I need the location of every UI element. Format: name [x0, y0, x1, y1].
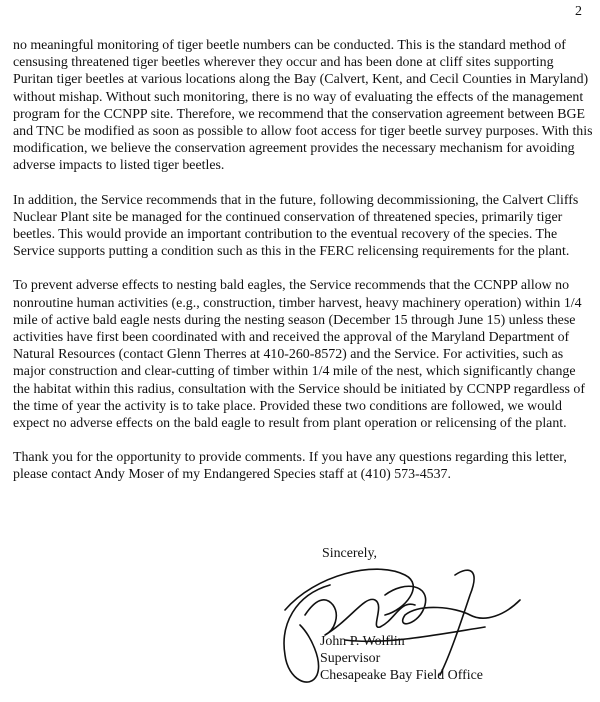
- signer-name: John P. Wolflin: [320, 634, 405, 649]
- paragraph-tiger-beetle-monitoring: no meaningful monitoring of tiger beetle numbers can be conducted. This is the standard method of censusing threatened tiger beetles wherever they occur and has been done at cliff sites supporting Puritan tiger beetles at various locations along the Bay (Calvert, Kent, and Cecil Counties in Maryland) without mishap. Without such monitoring, there is no way of evaluating the effects of the management program for the CCNPP site. Therefore, we recommend that the conservation agreement between BGE and TNC be modified as soon as possible to allow foot access for tiger beetle survey purposes. With this modification, we believe the conservation agreement provides the necessary mechanism for avoiding adverse impacts to listed tiger beetles.: [13, 38, 593, 174]
- paragraph-bald-eagles: To prevent adverse effects to nesting bald eagles, the Service recommends that the CCNPP allow no nonroutine human activities (e.g., construction, timber harvest, heavy machinery operation) within 1/4 mile of active bald eagle nests during the nesting season (December 15 through June 15) unless these activities have first been coordinated with and received the approval of the Maryland Department of Natural Resources (contact Glenn Therres at 410-260-8572) and the Service. For activities, such as major construction and clear-cutting of timber within 1/4 mile of the nest, which significantly change the habitat within this radius, consultation with the Service should be initiated by CCNPP regardless of the time of year the activity is to take place. Provided these two conditions are followed, we would expect no adverse effects on the bald eagle to result from plant operation or relicensing of the plant.: [13, 278, 586, 432]
- signer-block: [320, 633, 483, 685]
- paragraph-decommissioning: In addition, the Service recommends that in the future, following decommissioning, the Calvert Cliffs Nuclear Plant site be managed for the continued conservation of threatened species, primarily tiger beetles. This would provide an important contribution to the eventual recovery of the species. The Service supports putting a condition such as this in the FERC relicensing requirements for the plant.: [13, 192, 579, 260]
- closing-salutation: Sincerely,: [322, 546, 378, 561]
- paragraph-thank-you: Thank you for the opportunity to provide comments. If you have any questions regarding this letter, please contact Andy Moser of my Endangered Species staff at (410) 573-4537.: [13, 450, 567, 483]
- letter-body: [13, 37, 593, 501]
- signer-title: Supervisor: [320, 651, 381, 667]
- signer-office: Chesapeake Bay Field Office: [320, 668, 483, 684]
- page-number: 2: [575, 4, 582, 19]
